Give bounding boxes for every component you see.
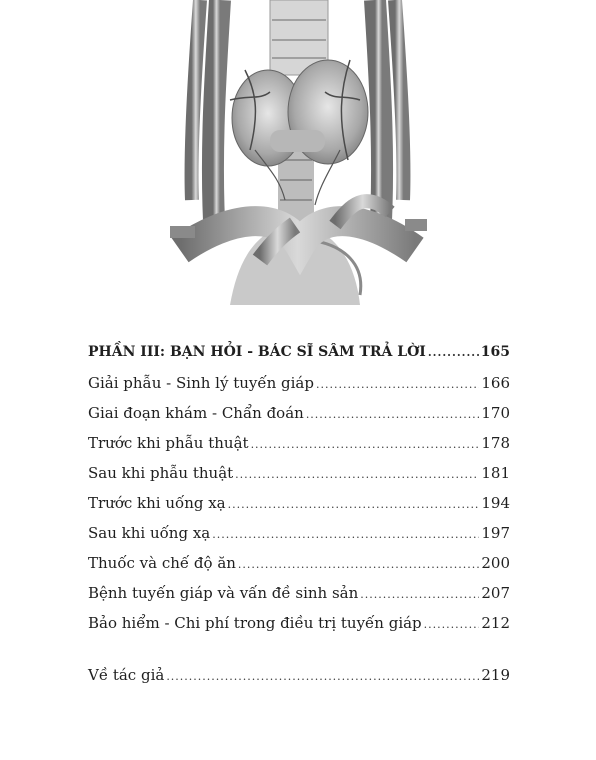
toc-entry-page: 207	[481, 584, 510, 602]
toc-entry[interactable]	[88, 488, 510, 518]
toc-section-heading[interactable]	[88, 336, 510, 368]
toc-entry-page: 212	[481, 614, 510, 632]
toc-entry-page: 200	[481, 554, 510, 572]
dot-leader	[306, 400, 480, 430]
dot-leader	[166, 662, 479, 692]
toc-entry-page: 166	[481, 374, 510, 392]
toc-entry-title: Sau khi phẫu thuật	[88, 464, 234, 482]
toc-entry[interactable]	[88, 548, 510, 578]
thyroid-anatomy-illustration	[160, 0, 430, 305]
toc-entry-author[interactable]	[88, 660, 510, 690]
spacer	[88, 638, 510, 660]
toc-entry-page: 170	[481, 404, 510, 422]
dot-leader	[212, 520, 479, 550]
toc-entry-page: 178	[481, 434, 510, 452]
toc-entry-title: Bảo hiểm - Chi phí trong điều trị tuyến giáp	[88, 614, 422, 632]
toc-entry-page: 219	[481, 666, 510, 684]
toc-entry-title: Giai đoạn khám - Chẩn đoán	[88, 404, 304, 422]
dot-leader	[360, 580, 479, 610]
toc-entry-title: Về tác giả	[88, 666, 165, 684]
toc-entry[interactable]	[88, 518, 510, 548]
dot-leader	[316, 370, 479, 400]
toc-entry-title: Giải phẫu - Sinh lý tuyến giáp	[88, 374, 314, 392]
dot-leader	[235, 460, 479, 490]
dot-leader	[428, 337, 479, 369]
toc-entry[interactable]	[88, 578, 510, 608]
toc-entry-page: 165	[480, 344, 510, 360]
dot-leader	[238, 550, 479, 580]
toc-entry[interactable]	[88, 398, 510, 428]
dot-leader	[228, 490, 480, 520]
toc-entry-page: 194	[481, 494, 510, 512]
toc-entry-title: Sau khi uống xạ	[88, 524, 211, 542]
toc-entry-title: Trước khi phẫu thuật	[88, 434, 249, 452]
toc-entry[interactable]	[88, 368, 510, 398]
toc-entry[interactable]	[88, 428, 510, 458]
toc-entry[interactable]	[88, 458, 510, 488]
toc-entry[interactable]	[88, 608, 510, 638]
toc-entry-title: Bệnh tuyến giáp và vấn đề sinh sản	[88, 584, 359, 602]
toc-entry-title: Trước khi uống xạ	[88, 494, 226, 512]
table-of-contents	[88, 336, 510, 690]
dot-leader	[251, 430, 480, 460]
dot-leader	[424, 610, 480, 640]
toc-entry-page: 197	[481, 524, 510, 542]
toc-entry-title: Thuốc và chế độ ăn	[88, 554, 236, 572]
toc-entry-title: PHẦN III: BẠN HỎI - BÁC SĨ SÂM TRẢ LỜI	[88, 344, 426, 360]
toc-entry-page: 181	[481, 464, 510, 482]
